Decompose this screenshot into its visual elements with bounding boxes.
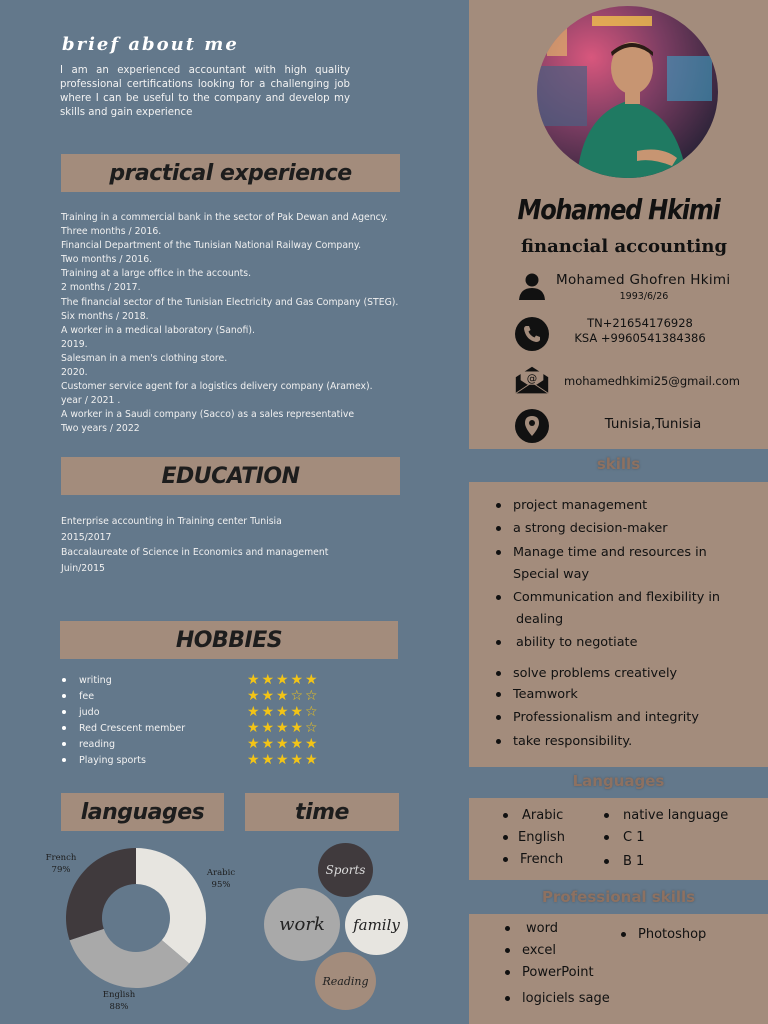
language-name: Arabic xyxy=(522,808,564,823)
experience-line: Training in a commercial bank in the sector of Pak Dewan and Agency. xyxy=(61,212,388,223)
rating-stars xyxy=(246,673,319,687)
language-level xyxy=(604,854,644,869)
skills-heading: skills xyxy=(596,455,641,473)
skill-label: Teamwork xyxy=(513,687,578,702)
hobby-row xyxy=(62,704,332,720)
skill-label: project management xyxy=(513,498,648,513)
language-level-label: native language xyxy=(623,808,729,823)
experience-line: Training at a large office in the accounts. xyxy=(61,268,252,280)
skill-item xyxy=(496,632,637,654)
skill-item xyxy=(496,587,720,609)
bubble-work: work xyxy=(264,888,340,961)
star-empty-icon: ☆ xyxy=(304,704,318,720)
bullet-icon xyxy=(496,739,501,744)
bullet-icon xyxy=(496,503,501,508)
star-filled-icon: ★ xyxy=(290,704,304,720)
education-line: Baccalaureate of Science in Economics and management xyxy=(61,547,329,559)
hobby-name: Playing sports xyxy=(79,754,146,766)
star-filled-icon: ★ xyxy=(275,752,289,768)
bullet-icon xyxy=(62,742,66,746)
bullet-icon xyxy=(496,692,501,697)
education-heading: EDUCATION xyxy=(61,457,400,495)
bullet-icon xyxy=(496,526,501,531)
pro-skill-item xyxy=(505,991,610,1006)
hobby-name: Red Crescent member xyxy=(79,722,186,734)
hobby-name: writing xyxy=(79,674,112,686)
hobby-name: reading xyxy=(79,738,116,750)
pro-skill-item xyxy=(621,927,706,942)
location-icon xyxy=(514,408,550,444)
bullet-icon xyxy=(62,678,66,682)
education-line: 2015/2017 xyxy=(61,531,112,543)
profile-photo xyxy=(537,6,718,178)
french-label xyxy=(42,852,80,876)
star-filled-icon: ★ xyxy=(246,704,260,720)
language-level xyxy=(604,808,728,823)
skill-item xyxy=(496,731,632,753)
hobby-row xyxy=(62,736,332,752)
bullet-icon xyxy=(496,671,501,676)
languages-chart-heading: languages xyxy=(61,793,224,831)
star-filled-icon: ★ xyxy=(261,704,275,720)
birth-date: 1993/6/26 xyxy=(619,291,669,302)
experience-line: Financial Department of the Tunisian National Railway Company. xyxy=(61,240,362,252)
bullet-icon xyxy=(62,710,66,714)
arabic-pct: 95% xyxy=(211,880,231,890)
star-filled-icon: ★ xyxy=(304,672,318,688)
star-empty-icon: ☆ xyxy=(290,688,304,704)
experience-line: A worker in a medical laboratory (Sanofi). xyxy=(61,324,255,336)
hobby-row xyxy=(62,672,332,688)
pro-skill-label: excel xyxy=(522,943,556,958)
star-filled-icon: ★ xyxy=(261,672,275,688)
bullet-icon xyxy=(503,857,508,862)
experience-line: Two months / 2016. xyxy=(61,254,153,266)
bubble-sports: Sports xyxy=(318,843,373,897)
bullet-icon xyxy=(62,758,66,762)
rating-stars xyxy=(246,705,319,719)
language-name: French xyxy=(520,852,564,867)
experience-line: A worker in a Saudi company (Sacco) as a sales representative xyxy=(61,409,355,421)
star-filled-icon: ★ xyxy=(261,752,275,768)
languages-donut-chart xyxy=(40,842,250,1022)
pro-skill-item xyxy=(505,965,594,980)
email[interactable]: mohamedhkimi25@gmail.com xyxy=(564,374,740,388)
person-icon xyxy=(514,268,550,304)
experience-line: Six months / 2018. xyxy=(61,310,149,322)
star-filled-icon: ★ xyxy=(290,720,304,736)
language-level xyxy=(604,830,644,845)
experience-line: 2020. xyxy=(61,367,88,379)
bullet-icon xyxy=(496,595,501,600)
phone-ksa: KSA +9960541384386 xyxy=(574,331,706,345)
arabic-label xyxy=(202,867,240,891)
profile-role: financial accounting xyxy=(520,236,728,257)
french-pct: 79% xyxy=(51,865,71,875)
bullet-icon xyxy=(62,694,66,698)
bullet-icon xyxy=(621,932,626,937)
skill-item-continued xyxy=(513,564,589,586)
language-level-label: B 1 xyxy=(623,854,645,869)
experience-line: year / 2021 . xyxy=(61,395,121,407)
hobbies-list xyxy=(62,672,332,768)
hobby-name: judo xyxy=(79,706,100,718)
language-name: English xyxy=(518,830,565,845)
pro-skill-label: word xyxy=(526,921,558,936)
experience-line: Three months / 2016. xyxy=(61,226,162,238)
star-filled-icon: ★ xyxy=(261,736,275,752)
star-empty-icon: ☆ xyxy=(304,720,318,736)
profile-name: Mohamed Hkimi xyxy=(517,193,720,226)
star-filled-icon: ★ xyxy=(246,720,260,736)
arabic-name: Arabic xyxy=(206,868,236,878)
english-name: English xyxy=(102,990,136,1000)
experience-line: Customer service agent for a logistics delivery company (Aramex). xyxy=(61,381,373,393)
hobby-row xyxy=(62,720,332,736)
hobby-name: fee xyxy=(79,690,95,702)
star-filled-icon: ★ xyxy=(304,736,318,752)
bullet-icon xyxy=(496,550,501,555)
hobbies-heading: HOBBIES xyxy=(60,621,398,659)
star-filled-icon: ★ xyxy=(275,720,289,736)
skill-label: solve problems creatively xyxy=(513,666,678,681)
pro-skill-item xyxy=(505,921,558,936)
hobby-row xyxy=(62,688,332,704)
time-heading: time xyxy=(245,793,399,831)
rating-stars xyxy=(246,721,319,735)
star-filled-icon: ★ xyxy=(246,688,260,704)
bullet-icon xyxy=(604,835,609,840)
experience-line: Two years / 2022 xyxy=(61,423,140,435)
english-label xyxy=(98,989,140,1013)
skill-label: dealing xyxy=(516,612,564,627)
experience-list xyxy=(61,211,421,437)
brief-title: brief about me xyxy=(62,34,239,55)
full-name: Mohamed Ghofren Hkimi xyxy=(556,272,731,288)
skill-item-continued xyxy=(516,609,563,631)
bubble-family: family xyxy=(345,895,408,955)
experience-line: The financial sector of the Tunisian Electricity and Gas Company (STEG). xyxy=(61,296,399,308)
rating-stars xyxy=(246,689,319,703)
rating-stars xyxy=(246,737,319,751)
phone-icon xyxy=(514,316,550,352)
brief-text: I am an experienced accountant with high quality professional certifications looking for a challenging job where I can be useful to the company and develop my skills and gain experience xyxy=(60,65,350,118)
bullet-icon xyxy=(503,835,508,840)
skill-label: Special way xyxy=(513,567,590,582)
skill-label: take responsibility. xyxy=(513,734,633,749)
location: Tunisia,Tunisia xyxy=(604,416,702,432)
french-name: French xyxy=(45,853,77,863)
skill-item xyxy=(496,684,578,706)
star-filled-icon: ★ xyxy=(290,672,304,688)
star-filled-icon: ★ xyxy=(261,688,275,704)
bullet-icon xyxy=(604,859,609,864)
skill-label: Manage time and resources in xyxy=(513,545,707,560)
bullet-icon xyxy=(505,996,510,1001)
bullet-icon xyxy=(62,726,66,730)
star-filled-icon: ★ xyxy=(275,672,289,688)
email-icon xyxy=(514,362,550,398)
star-filled-icon: ★ xyxy=(246,752,260,768)
bullet-icon xyxy=(505,948,510,953)
language-item xyxy=(503,808,563,823)
star-filled-icon: ★ xyxy=(275,736,289,752)
bullet-icon xyxy=(496,640,501,645)
skill-item xyxy=(496,542,707,564)
skill-item xyxy=(496,518,667,540)
pro-skill-label: logiciels sage xyxy=(522,991,610,1006)
experience-line: Salesman in a men's clothing store. xyxy=(61,352,228,364)
skill-item xyxy=(496,495,647,517)
bullet-icon xyxy=(604,813,609,818)
pro-skill-label: Photoshop xyxy=(638,927,707,942)
rating-stars xyxy=(246,753,319,767)
bullet-icon xyxy=(505,970,510,975)
bullet-icon xyxy=(503,813,508,818)
professional-skills-heading: Professional skills xyxy=(541,888,696,906)
skill-item xyxy=(496,663,677,685)
star-filled-icon: ★ xyxy=(275,688,289,704)
education-line: Juin/2015 xyxy=(61,563,105,575)
language-level-label: C 1 xyxy=(623,830,645,845)
skill-label: a strong decision-maker xyxy=(513,521,668,536)
education-list xyxy=(61,514,401,577)
skill-label: Professionalism and integrity xyxy=(513,710,699,725)
star-filled-icon: ★ xyxy=(246,672,260,688)
language-item xyxy=(503,852,563,867)
experience-line: 2 months / 2017. xyxy=(61,282,141,294)
skill-label: Communication and flexibility in xyxy=(513,590,721,605)
star-filled-icon: ★ xyxy=(290,736,304,752)
bubble-reading: Reading xyxy=(315,952,376,1010)
bullet-icon xyxy=(505,926,510,931)
star-filled-icon: ★ xyxy=(246,736,260,752)
svg-text:@: @ xyxy=(526,372,538,385)
phone-tn: TN+21654176928 xyxy=(587,316,693,330)
bullet-icon xyxy=(496,715,501,720)
english-pct: 88% xyxy=(109,1002,129,1012)
star-filled-icon: ★ xyxy=(261,720,275,736)
education-line: Enterprise accounting in Training center Tunisia xyxy=(61,516,282,527)
star-filled-icon: ★ xyxy=(290,752,304,768)
languages-heading: Languages xyxy=(572,772,665,790)
star-filled-icon: ★ xyxy=(304,752,318,768)
pro-skill-item xyxy=(505,943,556,958)
pro-skill-label: PowerPoint xyxy=(522,965,594,980)
donut-slice-arabic xyxy=(136,848,206,963)
language-item xyxy=(503,830,565,845)
star-empty-icon: ☆ xyxy=(304,688,318,704)
star-filled-icon: ★ xyxy=(275,704,289,720)
experience-heading: practical experience xyxy=(61,154,400,192)
skill-item xyxy=(496,707,699,729)
experience-line: 2019. xyxy=(61,338,88,350)
skill-label: ability to negotiate xyxy=(516,635,638,650)
hobby-row xyxy=(62,752,332,768)
